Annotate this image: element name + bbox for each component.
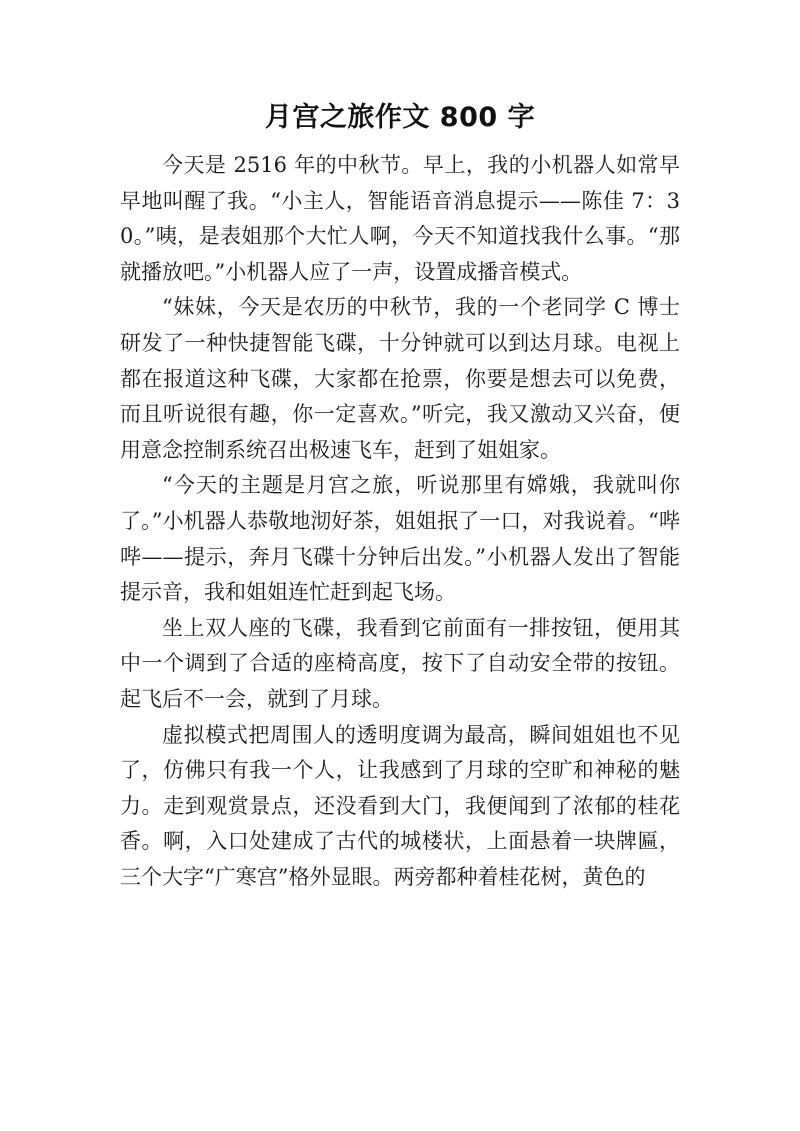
paragraph: “妹妹，今天是农历的中秋节，我的一个老同学 C 博士研发了一种快捷智能飞碟，十分钟就可以到达月球。电视上都在报道这种飞碟，大家都在抢票，你要是想去可以免费，而且听说很有趣，你一定喜欢。”听完，我又激动又兴奋，便用意念控制系统召出极速飞车，赶到了姐姐家。 xyxy=(120,295,680,462)
paragraph: 虚拟模式把周围人的透明度调为最高，瞬间姐姐也不见了，仿佛只有我一个人，让我感到了月球的空旷和神秘的魅力。走到观赏景点，还没看到大门，我便闻到了浓郁的桂花香。啊，入口处建成了古代的城楼状，上面悬着一块牌匾，三个大字“广寒宫”格外显眼。两旁都种着桂花树，黄色的 xyxy=(120,722,680,889)
paragraph: 坐上双人座的飞碟，我看到它前面有一排按钮，便用其中一个调到了合适的座椅高度，按下了自动安全带的按钮。起飞后不一会，就到了月球。 xyxy=(120,615,680,711)
paragraph: “今天的主题是月宫之旅，听说那里有嫦娥，我就叫你了。”小机器人恭敬地沏好茶，姐姐抿了一口，对我说着。“哔哔——提示，奔月飞碟十分钟后出发。”小机器人发出了智能提示音，我和姐姐连忙赶到起飞场。 xyxy=(120,473,680,605)
document-body xyxy=(120,148,680,895)
document-title: 月宫之旅作文 800 字 xyxy=(264,102,536,133)
paragraph: 今天是 2516 年的中秋节。早上，我的小机器人如常早早地叫醒了我。“小主人，智能语音消息提示——陈佳 7：30。”咦，是表姐那个大忙人啊，今天不知道找我什么事。“那就播放吧。”小机器人应了一声，设置成播音模式。 xyxy=(120,153,680,284)
